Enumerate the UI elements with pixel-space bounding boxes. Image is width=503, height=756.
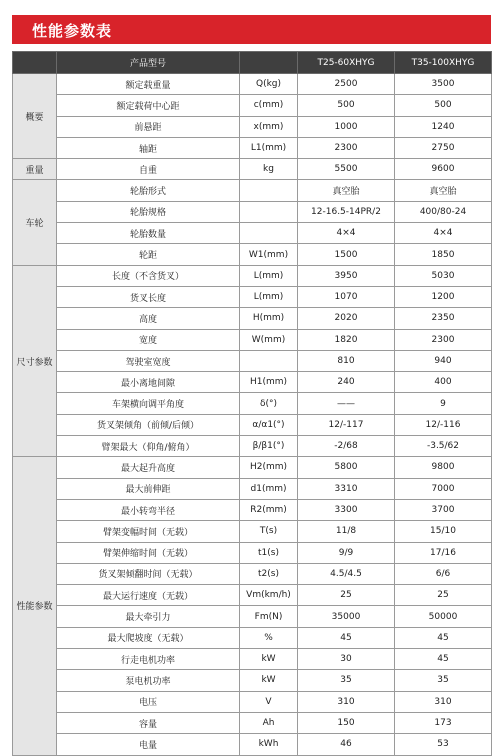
category-cell: 尺寸参数 xyxy=(13,265,57,457)
unit-cell xyxy=(240,350,298,371)
value-model-1-cell: 45 xyxy=(298,627,395,648)
param-name-cell: 电量 xyxy=(57,734,240,755)
value-model-1-cell: 5800 xyxy=(298,457,395,478)
value-model-1-cell: —— xyxy=(298,393,395,414)
header-cell xyxy=(13,52,57,74)
unit-cell: c(mm) xyxy=(240,95,298,116)
param-name-cell: 长度（不含货叉） xyxy=(57,265,240,286)
header-cell: T25-60XHYG xyxy=(298,52,395,74)
table-row xyxy=(13,585,492,606)
unit-cell: x(mm) xyxy=(240,116,298,137)
value-model-1-cell: 1820 xyxy=(298,329,395,350)
value-model-2-cell: 2750 xyxy=(395,137,492,158)
param-name-cell: 臂架伸缩时间（无载） xyxy=(57,542,240,563)
value-model-2-cell: 9 xyxy=(395,393,492,414)
value-model-1-cell: 30 xyxy=(298,649,395,670)
value-model-2-cell: 17/16 xyxy=(395,542,492,563)
value-model-2-cell: 7000 xyxy=(395,478,492,499)
value-model-1-cell: 25 xyxy=(298,585,395,606)
value-model-2-cell: 1850 xyxy=(395,244,492,265)
value-model-1-cell: 310 xyxy=(298,691,395,712)
value-model-1-cell: 11/8 xyxy=(298,521,395,542)
value-model-1-cell: 240 xyxy=(298,372,395,393)
value-model-2-cell: 310 xyxy=(395,691,492,712)
unit-cell: kg xyxy=(240,159,298,180)
value-model-1-cell: 810 xyxy=(298,350,395,371)
unit-cell: R2(mm) xyxy=(240,499,298,520)
value-model-2-cell: 45 xyxy=(395,627,492,648)
param-name-cell: 最小离地间隙 xyxy=(57,372,240,393)
unit-cell: Fm(N) xyxy=(240,606,298,627)
param-name-cell: 电压 xyxy=(57,691,240,712)
value-model-1-cell: 12-16.5-14PR/2 xyxy=(298,201,395,222)
unit-cell: H2(mm) xyxy=(240,457,298,478)
value-model-1-cell: 1500 xyxy=(298,244,395,265)
table-row xyxy=(13,372,492,393)
value-model-2-cell: 真空胎 xyxy=(395,180,492,201)
value-model-1-cell: 35 xyxy=(298,670,395,691)
spec-table xyxy=(12,51,492,756)
table-row xyxy=(13,286,492,307)
value-model-2-cell: 12/-116 xyxy=(395,414,492,435)
value-model-1-cell: 4.5/4.5 xyxy=(298,563,395,584)
param-name-cell: 驾驶室宽度 xyxy=(57,350,240,371)
value-model-2-cell: 5030 xyxy=(395,265,492,286)
table-row xyxy=(13,116,492,137)
param-name-cell: 额定载重量 xyxy=(57,74,240,95)
param-name-cell: 额定载荷中心距 xyxy=(57,95,240,116)
value-model-2-cell: 3500 xyxy=(395,74,492,95)
table-row xyxy=(13,350,492,371)
title-bar xyxy=(12,15,491,44)
param-name-cell: 最大爬坡度（无载） xyxy=(57,627,240,648)
header-cell: 产品型号 xyxy=(57,52,240,74)
table-row xyxy=(13,457,492,478)
unit-cell: V xyxy=(240,691,298,712)
unit-cell: β/β1(°) xyxy=(240,436,298,457)
value-model-2-cell: 15/10 xyxy=(395,521,492,542)
param-name-cell: 货叉架倾翻时间（无载） xyxy=(57,563,240,584)
table-row xyxy=(13,670,492,691)
param-name-cell: 轮胎数量 xyxy=(57,223,240,244)
table-row xyxy=(13,521,492,542)
value-model-2-cell: 1200 xyxy=(395,286,492,307)
value-model-1-cell: 9/9 xyxy=(298,542,395,563)
category-cell: 性能参数 xyxy=(13,457,57,755)
value-model-2-cell: 400 xyxy=(395,372,492,393)
table-row xyxy=(13,244,492,265)
unit-cell: Q(kg) xyxy=(240,74,298,95)
value-model-2-cell: -3.5/62 xyxy=(395,436,492,457)
value-model-2-cell: 3700 xyxy=(395,499,492,520)
table-row xyxy=(13,265,492,286)
header-cell xyxy=(240,52,298,74)
param-name-cell: 臂架最大（仰角/俯角） xyxy=(57,436,240,457)
category-cell: 概要 xyxy=(13,74,57,159)
param-name-cell: 臂架变幅时间（无载） xyxy=(57,521,240,542)
value-model-2-cell: 35 xyxy=(395,670,492,691)
header-cell: T35-100XHYG xyxy=(395,52,492,74)
unit-cell xyxy=(240,223,298,244)
value-model-1-cell: 12/-117 xyxy=(298,414,395,435)
unit-cell: T(s) xyxy=(240,521,298,542)
param-name-cell: 泵电机功率 xyxy=(57,670,240,691)
param-name-cell: 自重 xyxy=(57,159,240,180)
table-row xyxy=(13,95,492,116)
table-row xyxy=(13,74,492,95)
value-model-1-cell: -2/68 xyxy=(298,436,395,457)
table-row xyxy=(13,159,492,180)
value-model-1-cell: 3310 xyxy=(298,478,395,499)
param-name-cell: 宽度 xyxy=(57,329,240,350)
table-row xyxy=(13,223,492,244)
value-model-2-cell: 45 xyxy=(395,649,492,670)
value-model-2-cell: 4×4 xyxy=(395,223,492,244)
param-name-cell: 行走电机功率 xyxy=(57,649,240,670)
value-model-2-cell: 25 xyxy=(395,585,492,606)
param-name-cell: 最大运行速度（无载） xyxy=(57,585,240,606)
param-name-cell: 货叉长度 xyxy=(57,286,240,307)
table-row xyxy=(13,180,492,201)
unit-cell: Vm(km/h) xyxy=(240,585,298,606)
unit-cell: t2(s) xyxy=(240,563,298,584)
value-model-1-cell: 2020 xyxy=(298,308,395,329)
table-row xyxy=(13,137,492,158)
table-row xyxy=(13,308,492,329)
value-model-1-cell: 46 xyxy=(298,734,395,755)
value-model-2-cell: 400/80-24 xyxy=(395,201,492,222)
param-name-cell: 轮距 xyxy=(57,244,240,265)
param-name-cell: 货叉架倾角（前倾/后倾） xyxy=(57,414,240,435)
value-model-1-cell: 1000 xyxy=(298,116,395,137)
table-row xyxy=(13,649,492,670)
unit-cell: kWh xyxy=(240,734,298,755)
value-model-1-cell: 2300 xyxy=(298,137,395,158)
unit-cell xyxy=(240,201,298,222)
value-model-1-cell: 1070 xyxy=(298,286,395,307)
unit-cell: t1(s) xyxy=(240,542,298,563)
table-row xyxy=(13,712,492,733)
value-model-1-cell: 5500 xyxy=(298,159,395,180)
param-name-cell: 高度 xyxy=(57,308,240,329)
unit-cell: α/α1(°) xyxy=(240,414,298,435)
unit-cell: δ(°) xyxy=(240,393,298,414)
unit-cell: Ah xyxy=(240,712,298,733)
value-model-2-cell: 53 xyxy=(395,734,492,755)
table-row xyxy=(13,201,492,222)
table-row xyxy=(13,478,492,499)
value-model-2-cell: 500 xyxy=(395,95,492,116)
table-row xyxy=(13,734,492,755)
table-row xyxy=(13,499,492,520)
unit-cell: W(mm) xyxy=(240,329,298,350)
value-model-2-cell: 9600 xyxy=(395,159,492,180)
param-name-cell: 车架横向调平角度 xyxy=(57,393,240,414)
category-cell: 重量 xyxy=(13,159,57,180)
value-model-2-cell: 940 xyxy=(395,350,492,371)
unit-cell: H1(mm) xyxy=(240,372,298,393)
param-name-cell: 最小转弯半径 xyxy=(57,499,240,520)
table-header-row xyxy=(13,52,492,74)
table-row xyxy=(13,627,492,648)
value-model-2-cell: 6/6 xyxy=(395,563,492,584)
table-row xyxy=(13,691,492,712)
unit-cell: H(mm) xyxy=(240,308,298,329)
value-model-2-cell: 2300 xyxy=(395,329,492,350)
unit-cell: L(mm) xyxy=(240,286,298,307)
value-model-1-cell: 35000 xyxy=(298,606,395,627)
value-model-1-cell: 3950 xyxy=(298,265,395,286)
param-name-cell: 轴距 xyxy=(57,137,240,158)
unit-cell: L(mm) xyxy=(240,265,298,286)
table-row xyxy=(13,393,492,414)
param-name-cell: 轮胎形式 xyxy=(57,180,240,201)
value-model-1-cell: 4×4 xyxy=(298,223,395,244)
value-model-1-cell: 500 xyxy=(298,95,395,116)
value-model-1-cell: 2500 xyxy=(298,74,395,95)
unit-cell: L1(mm) xyxy=(240,137,298,158)
table-row xyxy=(13,542,492,563)
table-row xyxy=(13,606,492,627)
param-name-cell: 容量 xyxy=(57,712,240,733)
value-model-2-cell: 50000 xyxy=(395,606,492,627)
unit-cell xyxy=(240,180,298,201)
param-name-cell: 最大起升高度 xyxy=(57,457,240,478)
value-model-1-cell: 150 xyxy=(298,712,395,733)
value-model-1-cell: 真空胎 xyxy=(298,180,395,201)
unit-cell: % xyxy=(240,627,298,648)
param-name-cell: 最大前伸距 xyxy=(57,478,240,499)
table-row xyxy=(13,414,492,435)
table-row xyxy=(13,563,492,584)
table-row xyxy=(13,329,492,350)
unit-cell: d1(mm) xyxy=(240,478,298,499)
unit-cell: kW xyxy=(240,649,298,670)
value-model-2-cell: 2350 xyxy=(395,308,492,329)
table-row xyxy=(13,436,492,457)
category-cell: 车轮 xyxy=(13,180,57,265)
param-name-cell: 最大牵引力 xyxy=(57,606,240,627)
page-title: 性能参数表 xyxy=(32,22,113,40)
value-model-2-cell: 173 xyxy=(395,712,492,733)
value-model-1-cell: 3300 xyxy=(298,499,395,520)
param-name-cell: 前悬距 xyxy=(57,116,240,137)
param-name-cell: 轮胎规格 xyxy=(57,201,240,222)
value-model-2-cell: 1240 xyxy=(395,116,492,137)
unit-cell: kW xyxy=(240,670,298,691)
unit-cell: W1(mm) xyxy=(240,244,298,265)
value-model-2-cell: 9800 xyxy=(395,457,492,478)
